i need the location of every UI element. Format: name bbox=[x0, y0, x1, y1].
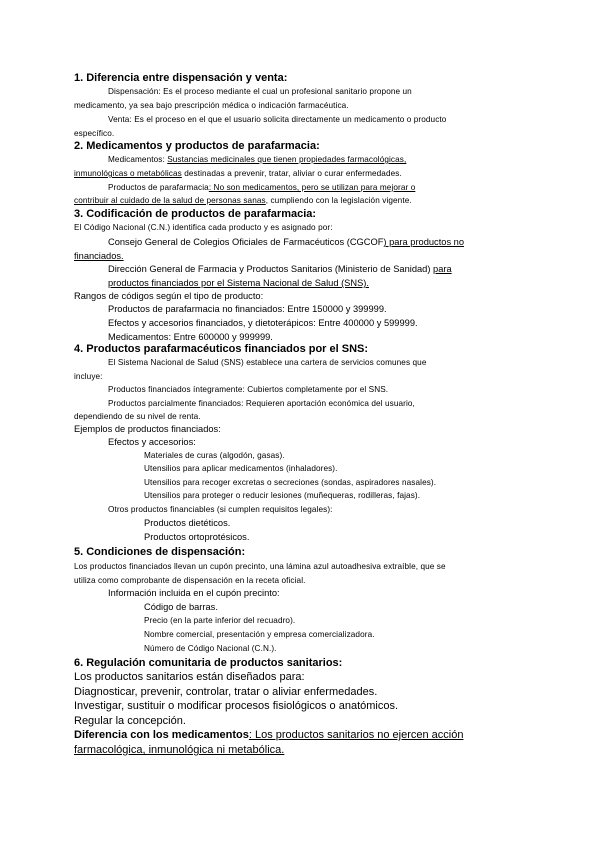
cgcof-underlined: ) para productos no bbox=[383, 237, 465, 247]
info-item: Precio (en la parte inferior del recuadro). bbox=[144, 616, 296, 625]
medicamentos-def-underlined: Sustancias medicinales que tienen propiedades farmacológicas, bbox=[167, 155, 407, 164]
ejemplos-title: Ejemplos de productos financiados: bbox=[74, 424, 221, 434]
info-item: Número de Código Nacional (C.N.). bbox=[144, 644, 277, 653]
info-item: Nombre comercial, presentación y empresa comercializadora. bbox=[144, 630, 375, 639]
regulacion-line: Los productos sanitarios están diseñados para: bbox=[74, 671, 305, 683]
efectos-title: Efectos y accesorios: bbox=[108, 437, 196, 447]
parafarmacia-def-underlined-2: contribuir al cuidado de la salud de personas sanas bbox=[74, 196, 266, 205]
parafarmacia-def-rest: , cumpliendo con la legislación vigente. bbox=[265, 196, 412, 205]
medicamentos-def bbox=[108, 156, 406, 164]
sns-intro: El Sistema Nacional de Salud (SNS) establece una cartera de servicios comunes que bbox=[108, 358, 427, 367]
parafarmacia-def bbox=[108, 184, 415, 192]
dispensacion-text: Dispensación: Es el proceso mediante el cual un profesional sanitario propone un bbox=[108, 87, 412, 96]
cn-intro: El Código Nacional (C.N.) identifica cada producto y es asignado por: bbox=[74, 223, 333, 232]
dgf-line bbox=[108, 265, 452, 274]
dgf-underlined: para bbox=[433, 264, 452, 274]
range-parafarmacia: Productos de parafarmacia no financiados: Entre 150000 y 399999. bbox=[108, 304, 387, 314]
financiados-integramente: Productos financiados íntegramente: Cubiertos completamente por el SNS. bbox=[108, 385, 389, 394]
cgcof-line bbox=[108, 238, 464, 247]
parafarmacia-def-underlined: : No son medicamentos, pero se utilizan para mejorar o bbox=[208, 183, 416, 192]
regulacion-line: Investigar, sustituir o modificar procesos fisiológicos o anatómicos. bbox=[74, 700, 399, 712]
diferencia-underlined: : Los productos sanitarios no ejercen acción bbox=[248, 729, 464, 741]
efecto-item: Utensilios para recoger excretas o secreciones (sondas, aspiradores nasales). bbox=[144, 478, 437, 487]
parafarmacia-def-cont bbox=[74, 197, 412, 205]
venta-text-cont: específico. bbox=[74, 129, 115, 138]
section-4-title: 4. Productos parafarmacéuticos financiados por el SNS: bbox=[74, 343, 369, 355]
medicamentos-def-rest: destinadas a prevenir, tratar, aliviar o curar enfermedades. bbox=[181, 169, 402, 178]
sns-intro-cont: incluye: bbox=[74, 372, 103, 381]
diferencia-label: Diferencia con los medicamentos bbox=[74, 729, 249, 741]
regulacion-line: Diagnosticar, prevenir, controlar, tratar o aliviar enfermedades. bbox=[74, 686, 378, 698]
medicamentos-def-underlined-2: inmunológicas o metabólicas bbox=[74, 169, 182, 178]
section-6-title: 6. Regulación comunitaria de productos sanitarios: bbox=[74, 657, 343, 669]
medicamentos-def-cont bbox=[74, 170, 402, 178]
efecto-item: Utensilios para aplicar medicamentos (inhaladores). bbox=[144, 464, 338, 473]
parcialmente-financiados-cont: dependiendo de su nivel de renta. bbox=[74, 412, 201, 421]
cgcof-line-cont: financiados. bbox=[74, 251, 124, 261]
venta-text: Venta: Es el proceso en el que el usuario solicita directamente un medicamento o producto bbox=[108, 115, 447, 124]
cupon-text-cont: utiliza como comprobante de dispensación en la receta oficial. bbox=[74, 576, 306, 585]
section-5-title: 5. Condiciones de dispensación: bbox=[74, 546, 246, 558]
section-3-title: 3. Codificación de productos de parafarmacia: bbox=[74, 208, 317, 220]
medicamentos-label: Medicamentos: bbox=[108, 155, 168, 164]
efecto-item: Materiales de curas (algodón, gasas). bbox=[144, 451, 285, 460]
otros-item: Productos ortoprotésicos. bbox=[144, 532, 250, 542]
section-2-title: 2. Medicamentos y productos de parafarmacia: bbox=[74, 140, 320, 152]
parafarmacia-label: Productos de parafarmacia bbox=[108, 183, 209, 192]
otros-item: Productos dietéticos. bbox=[144, 518, 231, 528]
regulacion-line: Regular la concepción. bbox=[74, 715, 186, 727]
parcialmente-financiados: Productos parcialmente financiados: Requieren aportación económica del usuario, bbox=[108, 399, 415, 408]
info-title: Información incluida en el cupón precinto: bbox=[108, 588, 280, 598]
efecto-item: Utensilios para proteger o reducir lesiones (muñequeras, rodilleras, fajas). bbox=[144, 491, 421, 500]
dgf-text: Dirección General de Farmacia y Productos Sanitarios (Ministerio de Sanidad) bbox=[108, 264, 434, 274]
section-1-title: 1. Diferencia entre dispensación y venta: bbox=[74, 72, 288, 84]
diferencia-line bbox=[74, 730, 463, 741]
range-medicamentos: Medicamentos: Entre 600000 y 999999. bbox=[108, 332, 273, 342]
dispensacion-text-cont: medicamento, ya sea bajo prescripción médica o indicación farmacéutica. bbox=[74, 101, 349, 110]
dgf-line-cont: productos financiados por el Sistema Nacional de Salud (SNS). bbox=[108, 278, 369, 288]
info-item: Código de barras. bbox=[144, 602, 218, 612]
cgcof-text: Consejo General de Colegios Oficiales de Farmacéuticos (CGCOF bbox=[108, 237, 384, 247]
ranges-title: Rangos de códigos según el tipo de producto: bbox=[74, 291, 264, 301]
diferencia-line-cont: farmacológica, inmunológica ni metabólica. bbox=[74, 744, 285, 756]
otros-title: Otros productos financiables (si cumplen requisitos legales): bbox=[108, 505, 333, 514]
cupon-text: Los productos financiados llevan un cupón precinto, una lámina azul autoadhesiva extraíble, que se bbox=[74, 562, 446, 571]
range-efectos: Efectos y accesorios financiados, y dietoterápicos: Entre 400000 y 599999. bbox=[108, 318, 418, 328]
